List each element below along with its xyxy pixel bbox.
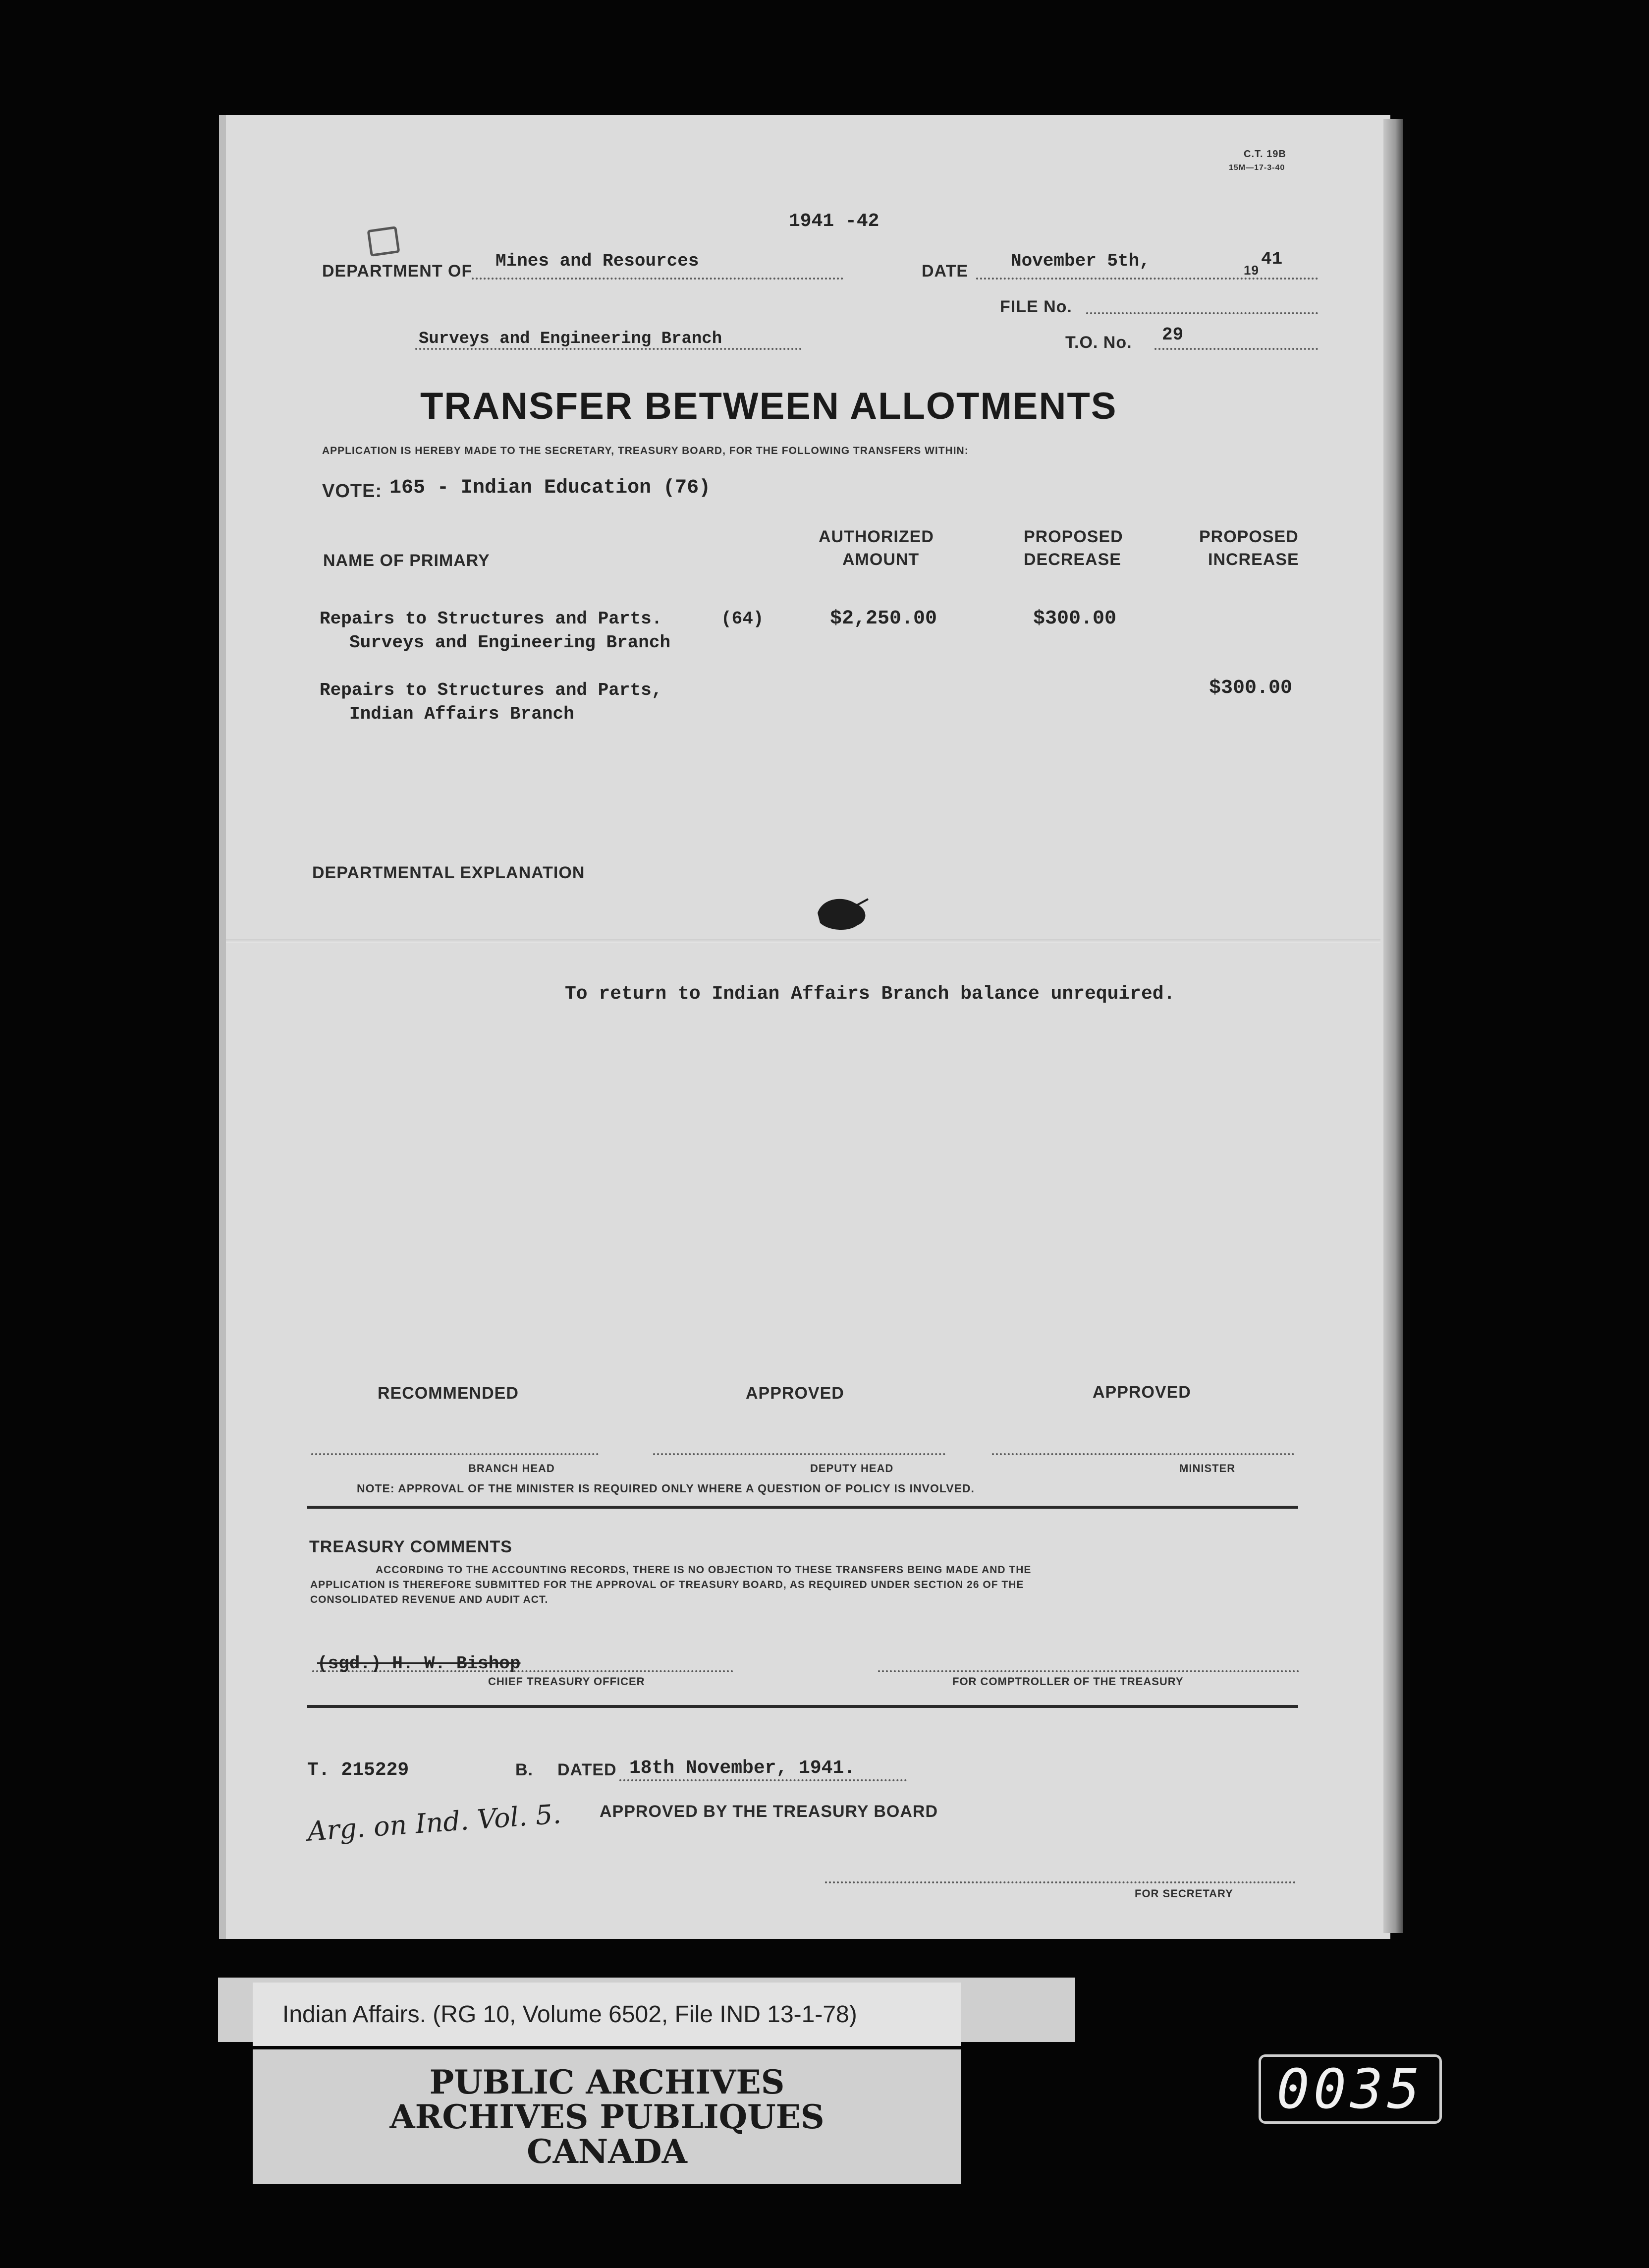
form-code: C.T. 19B bbox=[1244, 149, 1286, 160]
stamp-line-1: PUBLIC ARCHIVES bbox=[429, 2063, 785, 2101]
policy-note: NOTE: APPROVAL OF THE MINISTER IS REQUIRED ONLY WHERE A QUESTION OF POLICY IS INVOLVED. bbox=[357, 1482, 975, 1495]
sheet-edge bbox=[1383, 119, 1403, 1933]
header-decrease-1: PROPOSED bbox=[1024, 527, 1123, 546]
stamp-line-2: ARCHIVES PUBLIQUES bbox=[389, 2098, 824, 2136]
row-1-authorized: $2,250.00 bbox=[830, 608, 937, 630]
header-authorized-1: AUTHORIZED bbox=[819, 527, 934, 546]
department-value: Mines and Resources bbox=[495, 251, 699, 271]
date-year-prefix: 19 bbox=[1244, 263, 1259, 278]
recommended-label: RECOMMENDED bbox=[378, 1384, 519, 1403]
frame-number bbox=[1259, 2054, 1442, 2124]
archive-reference-label bbox=[253, 1983, 961, 2046]
approved-label-2: APPROVED bbox=[1093, 1383, 1191, 1402]
branch-head-label: BRANCH HEAD bbox=[468, 1462, 555, 1474]
handwritten-note: Arg. on Ind. Vol. 5. bbox=[306, 1798, 562, 1847]
treasury-comments-label: TREASURY COMMENTS bbox=[309, 1537, 512, 1556]
file-no-label: FILE No. bbox=[1000, 297, 1072, 316]
stamp-line-3: CANADA bbox=[527, 2132, 687, 2171]
divider-2 bbox=[307, 1705, 1298, 1708]
form-title: TRANSFER BETWEEN ALLOTMENTS bbox=[420, 385, 1117, 427]
vote-value: 165 - Indian Education (76) bbox=[389, 477, 711, 499]
header-decrease-2: DECREASE bbox=[1024, 550, 1121, 569]
header-name-of-primary: NAME OF PRIMARY bbox=[323, 551, 490, 570]
explanation-label: DEPARTMENTAL EXPLANATION bbox=[312, 863, 585, 882]
b-label: B. bbox=[515, 1760, 533, 1779]
date-label: DATE bbox=[922, 262, 969, 281]
header-increase-2: INCREASE bbox=[1208, 550, 1299, 569]
application-text: APPLICATION IS HEREBY MADE TO THE SECRETARY, TREASURY BOARD, FOR THE FOLLOWING TRANSFERS WITHIN: bbox=[322, 445, 969, 456]
form-print-code: 15M—17-3-40 bbox=[1229, 164, 1285, 172]
frame-number-text: 0035 bbox=[1276, 2057, 1424, 2121]
comptroller-label: FOR COMPTROLLER OF THE TREASURY bbox=[952, 1675, 1184, 1688]
dated-label: DATED bbox=[557, 1760, 617, 1779]
vote-label: VOTE: bbox=[322, 481, 383, 502]
header-increase-1: PROPOSED bbox=[1199, 527, 1299, 546]
checkbox-mark bbox=[367, 226, 400, 257]
department-label: DEPARTMENT OF bbox=[322, 262, 473, 281]
for-secretary-label: FOR SECRETARY bbox=[1135, 1887, 1233, 1900]
date-year-value: 41 bbox=[1261, 249, 1283, 269]
t-number: T. 215229 bbox=[307, 1759, 409, 1781]
header-authorized-2: AMOUNT bbox=[842, 550, 920, 569]
row-1-code: (64) bbox=[721, 609, 764, 629]
approved-by-treasury: APPROVED BY THE TREASURY BOARD bbox=[600, 1802, 938, 1821]
treasury-text-2: APPLICATION IS THEREFORE SUBMITTED FOR THE APPROVAL OF TREASURY BOARD, AS REQUIRED UNDER SECTION 26 OF THE bbox=[310, 1579, 1024, 1590]
row-2-primary: Repairs to Structures and Parts, bbox=[320, 680, 662, 700]
deputy-head-label: DEPUTY HEAD bbox=[810, 1462, 894, 1474]
branch-value: Surveys and Engineering Branch bbox=[419, 330, 722, 348]
row-2-increase: $300.00 bbox=[1209, 677, 1293, 699]
row-1-branch: Surveys and Engineering Branch bbox=[349, 632, 671, 653]
minister-label: MINISTER bbox=[1179, 1462, 1236, 1474]
row-2-branch: Indian Affairs Branch bbox=[349, 704, 574, 724]
approved-label-1: APPROVED bbox=[746, 1384, 844, 1403]
to-no-label: T.O. No. bbox=[1065, 333, 1132, 352]
fiscal-year: 1941 -42 bbox=[789, 211, 879, 232]
row-1-primary: Repairs to Structures and Parts. bbox=[320, 609, 662, 629]
row-1-decrease: $300.00 bbox=[1033, 608, 1117, 630]
treasury-text-1: ACCORDING TO THE ACCOUNTING RECORDS, THERE IS NO OBJECTION TO THESE TRANSFERS BEING MADE AND THE bbox=[376, 1564, 1032, 1576]
treasury-text-3: CONSOLIDATED REVENUE AND AUDIT ACT. bbox=[310, 1594, 549, 1605]
page-fold bbox=[226, 939, 1380, 943]
archives-stamp bbox=[253, 2049, 961, 2184]
to-no-value: 29 bbox=[1162, 325, 1184, 345]
ink-blot bbox=[813, 893, 872, 933]
explanation-text: To return to Indian Affairs Branch balance unrequired. bbox=[565, 983, 1175, 1005]
chief-treasury-label: CHIEF TREASURY OFFICER bbox=[488, 1675, 645, 1688]
date-value: November 5th, bbox=[1011, 251, 1150, 271]
archive-reference-text: Indian Affairs. (RG 10, Volume 6502, File IND 13-1-78) bbox=[282, 2001, 857, 2028]
signed-value: (sgd.) H. W. Bishop bbox=[317, 1653, 521, 1674]
divider bbox=[307, 1506, 1298, 1509]
dated-value: 18th November, 1941. bbox=[629, 1758, 856, 1779]
